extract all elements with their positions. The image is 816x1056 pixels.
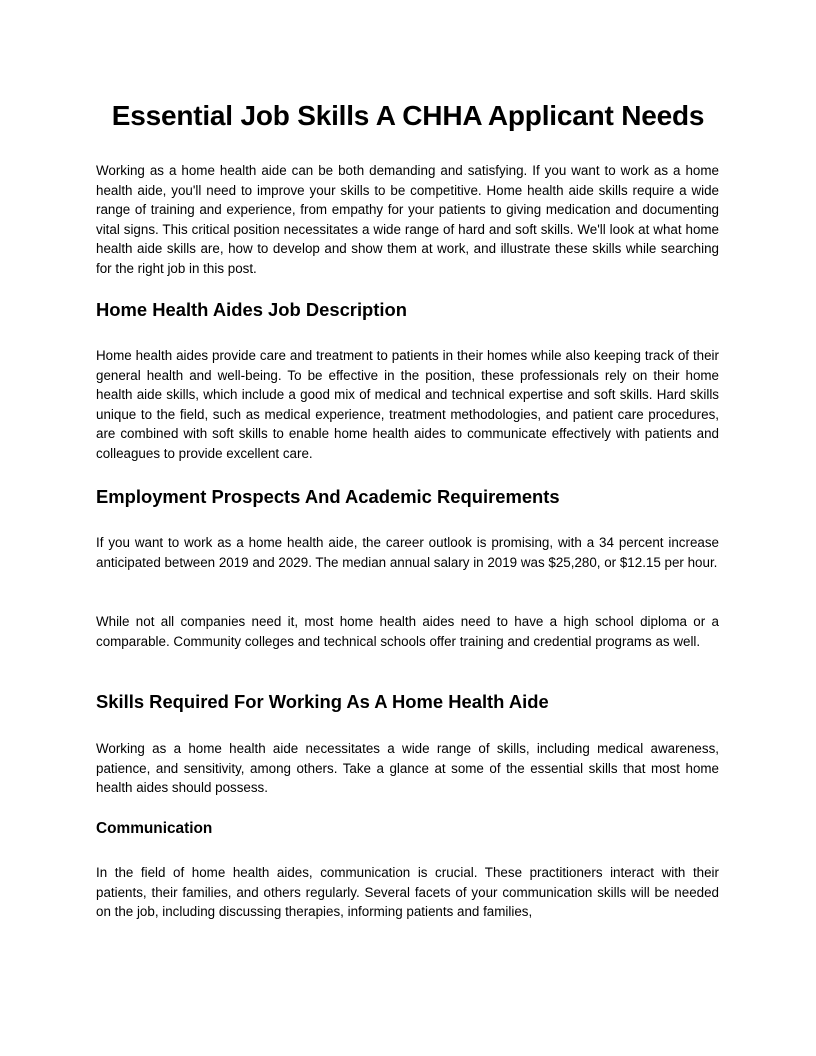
section-heading-skills-required: Skills Required For Working As A Home Health Aide [96,691,549,712]
section-heading-employment-prospects: Employment Prospects And Academic Requirements [96,486,560,507]
communication-paragraph: In the field of home health aides, communication is crucial. These practitioners interact with their patients, their families, and others regularly. Several facets of your communication skills will be needed on the job, including discussing therapies, informing patients and families, [96,865,719,920]
subsection-heading-communication: Communication [96,820,213,837]
academic-requirements-paragraph: While not all companies need it, most home health aides need to have a high school diploma or a comparable. Community colleges and technical schools offer training and credential programs as well. [96,614,719,649]
job-description-paragraph: Home health aides provide care and treatment to patients in their homes while also keeping track of their general health and well-being. To be effective in the position, these professionals rely on their home health aide skills, which include a good mix of medical and technical expertise and soft skills. Hard skills unique to the field, such as medical experience, treatment methodologies, and patient care procedures, are combined with soft skills to enable home health aides to communicate effectively with patients and colleagues to provide excellent care. [96,348,719,461]
skills-required-paragraph: Working as a home health aide necessitates a wide range of skills, including medical awareness, patience, and sensitivity, among others. Take a glance at some of the essential skills that most home health aides should possess. [96,741,719,796]
section-heading-job-description: Home Health Aides Job Description [96,299,407,320]
employment-outlook-paragraph: If you want to work as a home health aide, the career outlook is promising, with a 34 percent increase anticipated between 2019 and 2029. The median annual salary in 2019 was $25,280, or $12.15 per hour. [96,535,719,570]
intro-paragraph: Working as a home health aide can be both demanding and satisfying. If you want to work as a home health aide, you'll need to improve your skills to be competitive. Home health aide skills require a wide range of training and experience, from empathy for your patients to giving medication and documenting vital signs. This critical position necessitates a wide range of hard and soft skills. We'll look at what home health aide skills are, how to develop and show them at work, and illustrate these skills while searching for the right job in this post. [96,163,719,276]
page-title: Essential Job Skills A CHHA Applicant Needs [111,100,705,131]
